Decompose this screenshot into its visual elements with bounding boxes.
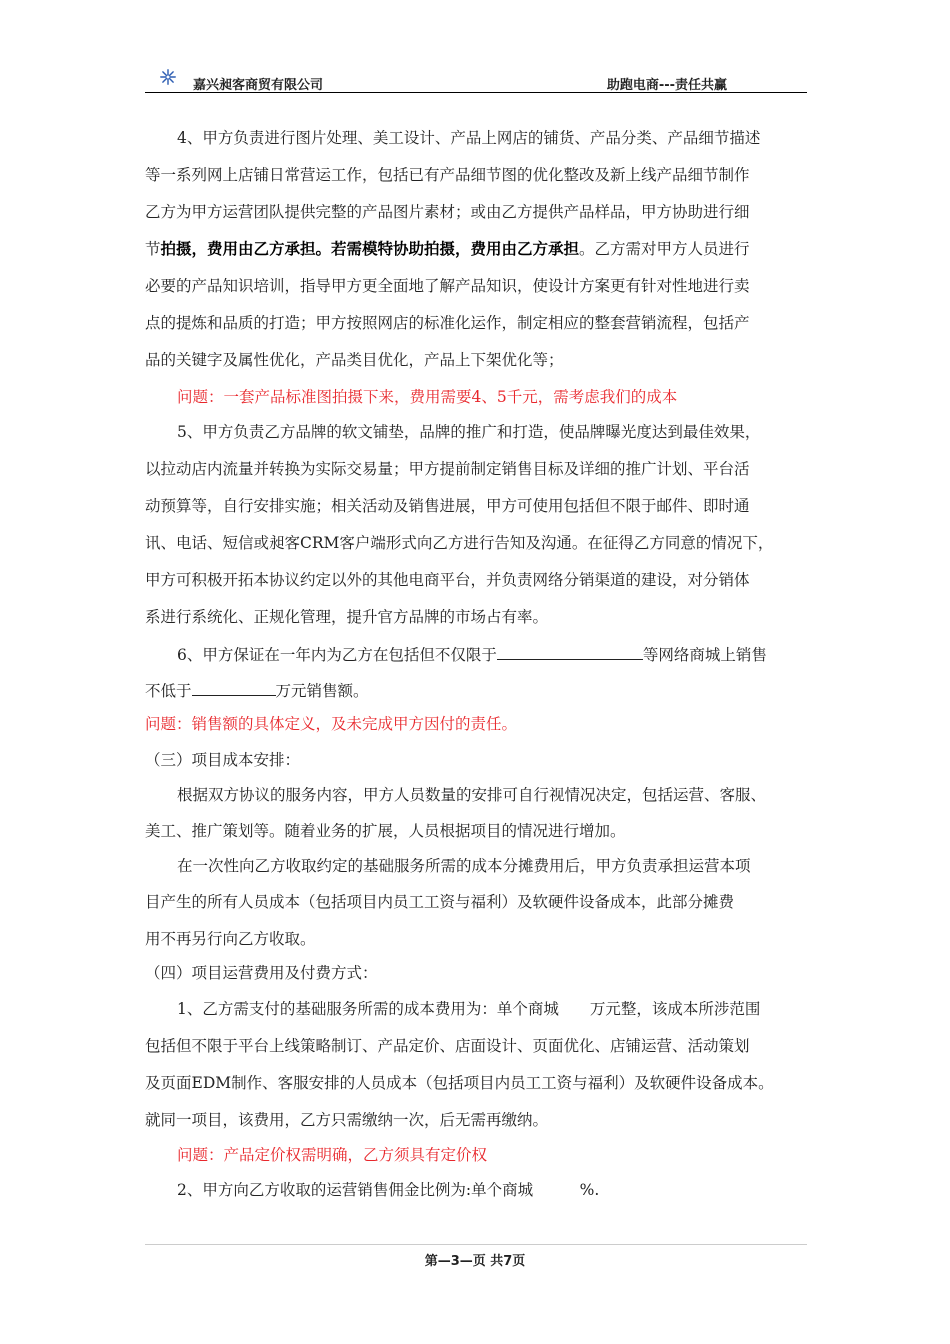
fill-in-blank: [497, 643, 643, 660]
paragraph-line: 必要的产品知识培训，指导甲方更全面地了解产品知识，使设计方案更有针对性地进行卖: [145, 277, 750, 295]
issue-note: 问题：产品定价权需明确，乙方须具有定价权: [177, 1146, 488, 1164]
paragraph-line: 讯、电话、短信或昶客CRM客户端形式向乙方进行告知及沟通。在征得乙方同意的情况下，: [145, 534, 774, 552]
paragraph-line: 品的关键字及属性优化，产品类目优化，产品上下架优化等；: [145, 351, 564, 369]
paragraph-line: 在一次性向乙方收取约定的基础服务所需的成本分摊费用后，甲方负责承担运营本项: [177, 857, 751, 875]
paragraph-line: 系进行系统化、正规化管理，提升官方品牌的市场占有率。: [145, 608, 549, 626]
issue-note: 问题：销售额的具体定义，及未完成甲方因付的责任。: [145, 715, 518, 733]
paragraph-line: 点的提炼和品质的打造；甲方按照网店的标准化运作，制定相应的整套营销流程，包括产: [145, 314, 750, 332]
paragraph-line: 用不再另行向乙方收取。: [145, 930, 316, 948]
paragraph-line: 5、甲方负责乙方品牌的软文铺垫，品牌的推广和打造，使品牌曝光度达到最佳效果，: [177, 423, 761, 441]
paragraph-line: 动预算等，自行安排实施；相关活动及销售进展，甲方可使用包括但不限于邮件、即时通: [145, 497, 750, 515]
paragraph-line: 就同一项目，该费用，乙方只需缴纳一次，后无需再缴纳。: [145, 1111, 549, 1129]
bold-text: 拍摄，费用由乙方承担。若需模特协助拍摄，费用由乙方承担: [160, 239, 580, 258]
paragraph-line: 甲方可积极开拓本协议约定以外的其他电商平台，并负责网络分销渠道的建设，对分销体: [145, 571, 750, 589]
section-heading: （四）项目运营费用及付费方式：: [145, 964, 378, 982]
paragraph-line: 节拍摄，费用由乙方承担。若需模特协助拍摄，费用由乙方承担。乙方需对甲方人员进行: [145, 239, 750, 258]
section-heading: （三）项目成本安排：: [145, 751, 301, 769]
paragraph-line: 2、甲方向乙方收取的运营销售佣金比例为:单个商城 %.: [177, 1181, 600, 1199]
paragraph-line: 目产生的所有人员成本（包括项目内员工工资与福利）及软硬件设备成本，此部分摊费: [145, 893, 735, 911]
footer-divider: [145, 1244, 807, 1245]
issue-note: 问题：一套产品标准图拍摄下来，费用需要4、5千元，需考虑我们的成本: [177, 388, 678, 406]
paragraph-line: 美工、推广策划等。随着业务的扩展，人员根据项目的情况进行增加。: [145, 822, 626, 840]
page-header: [145, 66, 807, 93]
company-name: 嘉兴昶客商贸有限公司: [193, 78, 324, 93]
paragraph-line: 6、甲方保证在一年内为乙方在包括但不仅限于 等网络商城上销售: [177, 643, 767, 665]
paragraph-line: 4、甲方负责进行图片处理、美工设计、产品上网店的铺货、产品分类、产品细节描述: [177, 129, 761, 147]
paragraph-line: 以拉动店内流量并转换为实际交易量；甲方提前制定销售目标及详细的推广计划、平台活: [145, 460, 750, 478]
paragraph-line: 等一系列网上店铺日常营运工作，包括已有产品细节图的优化整改及新上线产品细节制作: [145, 166, 750, 184]
snowflake-logo-icon: [159, 68, 177, 86]
paragraph-line: 不低于 万元销售额。: [145, 679, 369, 701]
page-number: 第—3—页 共7页: [424, 1254, 526, 1269]
paragraph-line: 及页面EDM制作、客服安排的人员成本（包括项目内员工工资与福利）及软硬件设备成本。: [145, 1074, 774, 1092]
fill-in-blank: [192, 679, 276, 696]
header-slogan: 助跑电商---责任共赢: [606, 78, 727, 93]
paragraph-line: 根据双方协议的服务内容，甲方人员数量的安排可自行视情况决定，包括运营、客服、: [177, 786, 767, 804]
paragraph-line: 包括但不限于平台上线策略制订、产品定价、店面设计、页面优化、店铺运营、活动策划: [145, 1037, 750, 1055]
paragraph-line: 乙方为甲方运营团队提供完整的产品图片素材；或由乙方提供产品样品，甲方协助进行细: [145, 203, 750, 221]
paragraph-line: 1、乙方需支付的基础服务所需的成本费用为：单个商城 万元整，该成本所涉范围: [177, 1000, 761, 1018]
